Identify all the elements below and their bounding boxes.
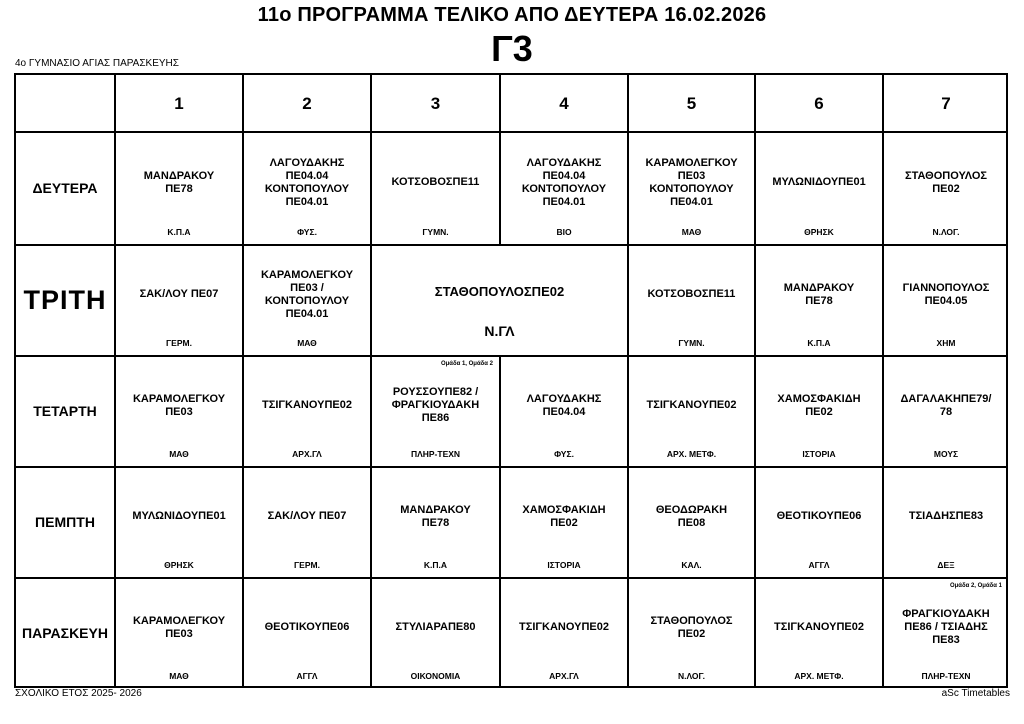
- period-header-7: 7: [884, 75, 1008, 133]
- school-year: ΣΧΟΛΙΚΟ ΕΤΟΣ 2025- 2026: [15, 688, 142, 699]
- lesson-cell: [244, 579, 372, 688]
- lesson-cell: [756, 357, 884, 468]
- teacher-name: ΜΑΝΔΡΑΚΟΥ ΠΕ78: [143, 169, 215, 195]
- lesson-cell: [629, 579, 756, 688]
- period-header-2: 2: [244, 75, 372, 133]
- subject-name: ΓΥΜΝ.: [422, 227, 449, 237]
- teacher-name: ΚΑΡΑΜΟΛΕΓΚΟΥ ΠΕ03: [132, 392, 226, 418]
- teacher-name: ΤΣΙΓΚΑΝΟΥΠΕ02: [262, 399, 352, 411]
- period-header-6: 6: [756, 75, 884, 133]
- lesson-cell: [116, 246, 244, 357]
- lesson-cell: [884, 468, 1008, 579]
- lesson-cell: [501, 468, 629, 579]
- teacher-name: ΤΣΙΓΚΑΝΟΥΠΕ02: [774, 621, 864, 633]
- lesson-cell: [501, 579, 629, 688]
- lesson-cell: [756, 246, 884, 357]
- teacher-name: ΜΑΝΔΡΑΚΟΥ ΠΕ78: [400, 503, 471, 529]
- lesson-cell: [244, 246, 372, 357]
- subject-name: Κ.Π.Α: [423, 560, 448, 570]
- subject-name: ΙΣΤΟΡΙΑ: [802, 449, 836, 459]
- subject-name: ΑΓΓΛ: [296, 671, 318, 681]
- subject-name: Ν.ΛΟΓ.: [932, 227, 960, 237]
- period-header-3: 3: [372, 75, 501, 133]
- subject-name: ΘΡΗΣΚ: [804, 227, 834, 237]
- teacher-name: ΛΑΓΟΥΔΑΚΗΣ ΠΕ04.04 ΚΟΝΤΟΠΟΥΛΟΥ ΠΕ04.01: [264, 156, 350, 208]
- day-label: ΤΡΙΤΗ: [16, 246, 116, 357]
- group-label: Ομάδα 1, Ομάδα 2: [440, 361, 493, 367]
- teacher-name: ΣΑΚ/ΛΟΥ ΠΕ07: [139, 288, 219, 300]
- subject-name: Ν.ΓΛ: [484, 323, 515, 339]
- lesson-cell: [116, 133, 244, 246]
- subject-name: ΠΛΗΡ-ΤΕΧΝ: [410, 449, 461, 459]
- lesson-cell: [756, 468, 884, 579]
- lesson-cell: [629, 357, 756, 468]
- subject-name: ΑΡΧ. ΜΕΤΦ.: [794, 671, 844, 681]
- day-label: ΠΑΡΑΣΚΕΥΗ: [16, 579, 116, 688]
- subject-name: ΦΥΣ.: [554, 449, 574, 459]
- school-name: 4ο ΓΥΜΝΑΣΙΟ ΑΓΙΑΣ ΠΑΡΑΣΚΕΥΗΣ: [15, 58, 179, 69]
- teacher-name: ΣΤΥΛΙΑΡΑΠΕ80: [395, 621, 476, 633]
- lesson-cell: [116, 579, 244, 688]
- teacher-name: ΛΑΓΟΥΔΑΚΗΣ ΠΕ04.04 ΚΟΝΤΟΠΟΥΛΟΥ ΠΕ04.01: [521, 156, 607, 208]
- subject-name: ΙΣΤΟΡΙΑ: [547, 560, 581, 570]
- subject-name: Κ.Π.Α: [167, 227, 191, 237]
- teacher-name: ΚΑΡΑΜΟΛΕΓΚΟΥ ΠΕ03 ΚΟΝΤΟΠΟΥΛΟΥ ΠΕ04.01: [645, 156, 738, 208]
- lesson-cell: [884, 357, 1008, 468]
- lesson-cell: [629, 468, 756, 579]
- teacher-name: ΜΥΛΩΝΙΔΟΥΠΕ01: [772, 176, 866, 188]
- lesson-cell: [372, 579, 501, 688]
- lesson-cell: [884, 133, 1008, 246]
- timetable-grid: [14, 73, 1008, 688]
- subject-name: ΑΡΧ.ΓΛ: [549, 671, 579, 681]
- teacher-name: ΘΕΟΤΙΚΟΥΠΕ06: [264, 621, 350, 633]
- lesson-cell: [629, 133, 756, 246]
- teacher-name: ΜΑΝΔΡΑΚΟΥ ΠΕ78: [783, 281, 855, 307]
- lesson-cell: [244, 468, 372, 579]
- teacher-name: ΚΑΡΑΜΟΛΕΓΚΟΥ ΠΕ03 / ΚΟΝΤΟΠΟΥΛΟΥ ΠΕ04.01: [260, 268, 354, 320]
- lesson-cell: [372, 133, 501, 246]
- subject-name: ΚΑΛ.: [681, 560, 702, 570]
- subject-name: ΠΛΗΡ-ΤΕΧΝ: [921, 671, 971, 681]
- teacher-name: ΚΟΤΣΟΒΟΣΠΕ11: [391, 176, 480, 188]
- lesson-cell: [372, 468, 501, 579]
- subject-name: ΓΕΡΜ.: [166, 338, 192, 348]
- teacher-name: ΔΑΓΑΛΑΚΗΠΕ79/ 78: [900, 392, 992, 418]
- lesson-cell: [884, 579, 1008, 688]
- lesson-cell: [884, 246, 1008, 357]
- subject-name: ΓΕΡΜ.: [294, 560, 320, 570]
- teacher-name: ΓΙΑΝΝΟΠΟΥΛΟΣ ΠΕ04.05: [902, 281, 990, 307]
- teacher-name: ΤΣΙΑΔΗΣΠΕ83: [908, 510, 984, 522]
- subject-name: ΜΑΘ: [169, 671, 189, 681]
- subject-name: ΜΑΘ: [681, 227, 702, 237]
- teacher-name: ΧΑΜΟΣΦΑΚΙΔΗ ΠΕ02: [777, 392, 861, 418]
- lesson-cell: [116, 357, 244, 468]
- teacher-name: ΣΑΚ/ΛΟΥ ΠΕ07: [267, 510, 347, 522]
- teacher-name: ΘΕΟΔΩΡΑΚΗ ΠΕ08: [655, 503, 728, 529]
- subject-name: ΜΑΘ: [169, 449, 189, 459]
- teacher-name: ΤΣΙΓΚΑΝΟΥΠΕ02: [519, 621, 609, 633]
- period-header-4: 4: [501, 75, 629, 133]
- day-label: ΤΕΤΑΡΤΗ: [16, 357, 116, 468]
- subject-name: ΒΙΟ: [556, 227, 572, 237]
- page-title: 11ο ΠΡΟΓΡΑΜΜΑ ΤΕΛΙΚΟ ΑΠΟ ΔΕΥΤΕΡΑ 16.02.2026: [257, 4, 767, 26]
- subject-name: ΧΗΜ: [936, 338, 956, 348]
- subject-name: ΜΑΘ: [297, 338, 317, 348]
- teacher-name: ΦΡΑΓΚΙΟΥΔΑΚΗ ΠΕ86 / ΤΣΙΑΔΗΣ ΠΕ83: [902, 608, 990, 646]
- lesson-cell: [372, 357, 501, 468]
- teacher-name: ΧΑΜΟΣΦΑΚΙΔΗ ΠΕ02: [522, 503, 606, 529]
- teacher-name: ΣΤΑΘΟΠΟΥΛΟΣ ΠΕ02: [650, 614, 733, 640]
- subject-name: ΟΙΚΟΝΟΜΙΑ: [410, 671, 461, 681]
- subject-name: ΑΓΓΛ: [808, 560, 830, 570]
- teacher-name: ΜΥΛΩΝΙΔΟΥΠΕ01: [132, 510, 226, 522]
- lesson-cell: [372, 246, 629, 357]
- teacher-name: ΣΤΑΘΟΠΟΥΛΟΣ ΠΕ02: [905, 169, 987, 195]
- software-credit: aSc Timetables: [941, 688, 1010, 699]
- corner-cell: [16, 75, 116, 133]
- teacher-name: ΚΟΤΣΟΒΟΣΠΕ11: [647, 288, 736, 300]
- lesson-cell: [116, 468, 244, 579]
- subject-name: Ν.ΛΟΓ.: [677, 671, 706, 681]
- subject-name: Κ.Π.Α: [807, 338, 831, 348]
- subject-name: ΘΡΗΣΚ: [164, 560, 194, 570]
- lesson-cell: [756, 133, 884, 246]
- period-header-1: 1: [116, 75, 244, 133]
- lesson-cell: [501, 357, 629, 468]
- teacher-name: ΛΑΓΟΥΔΑΚΗΣ ΠΕ04.04: [526, 392, 602, 418]
- group-label: Ομάδα 2, Ομάδα 1: [949, 583, 1002, 589]
- day-label: ΠΕΜΠΤΗ: [16, 468, 116, 579]
- teacher-name: ΚΑΡΑΜΟΛΕΓΚΟΥ ΠΕ03: [132, 614, 226, 640]
- period-header-5: 5: [629, 75, 756, 133]
- subject-name: ΑΡΧ. ΜΕΤΦ.: [666, 449, 717, 459]
- subject-name: ΜΟΥΣ: [933, 449, 959, 459]
- teacher-name: ΣΤΑΘΟΠΟΥΛΟΣΠΕ02: [434, 284, 565, 299]
- subject-name: ΑΡΧ.ΓΛ: [292, 449, 322, 459]
- lesson-cell: [756, 579, 884, 688]
- lesson-cell: [629, 246, 756, 357]
- lesson-cell: [501, 133, 629, 246]
- day-label: ΔΕΥΤΕΡΑ: [16, 133, 116, 246]
- teacher-name: ΤΣΙΓΚΑΝΟΥΠΕ02: [646, 399, 737, 411]
- lesson-cell: [244, 133, 372, 246]
- subject-name: ΦΥΣ.: [297, 227, 317, 237]
- teacher-name: ΡΟΥΣΣΟΥΠΕ82 / ΦΡΑΓΚΙΟΥΔΑΚΗ ΠΕ86: [391, 386, 480, 424]
- class-name: Γ3: [491, 28, 533, 69]
- subject-name: ΔΕΞ: [937, 560, 955, 570]
- teacher-name: ΘΕΟΤΙΚΟΥΠΕ06: [776, 510, 862, 522]
- lesson-cell: [244, 357, 372, 468]
- subject-name: ΓΥΜΝ.: [678, 338, 705, 348]
